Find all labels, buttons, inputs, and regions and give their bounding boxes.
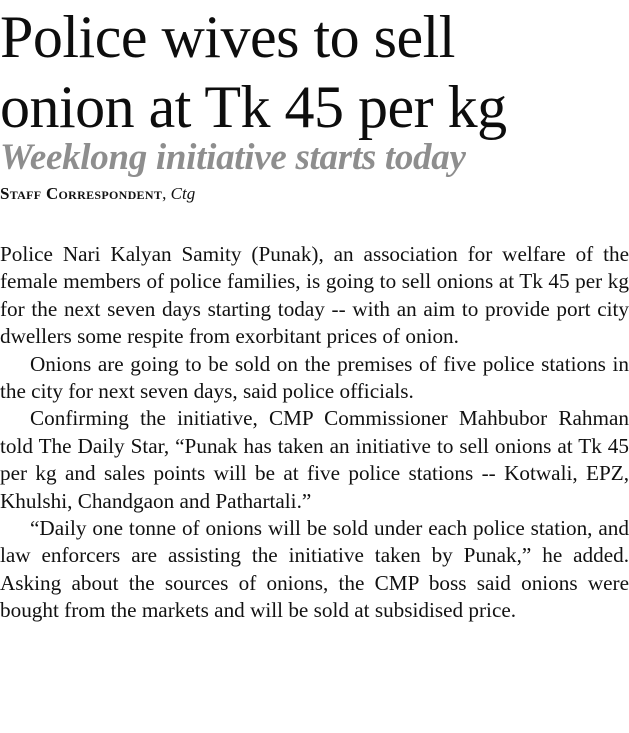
body-paragraph-4: “Daily one tonne of onions will be sold under each police station, and law enforcers are assisting the initiative taken by Punak,” he added. Asking about the sources of onions, the CMP boss said onions were bought from the markets and will be sold at subsidised price.: [0, 516, 629, 623]
body-paragraph-2: Onions are going to be sold on the premises of five police stations in the city for next seven days, said police officials.: [0, 351, 629, 404]
byline: [0, 183, 629, 205]
headline-line-1: Police wives to sell: [0, 4, 455, 70]
byline-location: Ctg: [170, 184, 196, 203]
byline-author: Staff Correspondent: [0, 184, 163, 203]
article-body: [0, 241, 629, 625]
body-paragraph-1: Police Nari Kalyan Samity (Punak), an association for welfare of the female members of police families, is going to sell onions at Tk 45 per kg for the next seven days starting today -- with an aim to provide port city dwellers some respite from exorbitant prices of onion.: [0, 242, 629, 349]
headline-line-2: onion at Tk 45 per kg: [0, 74, 507, 140]
body-paragraph-3: Confirming the initiative, CMP Commissioner Mahbubor Rahman told The Daily Star, “Punak has taken an initiative to sell onions at Tk 45 per kg and sales points will be at five police stations -- Kotwali, EPZ, Khulshi, Chandgaon and Pathartali.”: [0, 406, 629, 513]
headline: [0, 2, 629, 142]
subheadline: Weeklong initiative starts today: [0, 137, 466, 178]
byline-separator: ,: [162, 184, 171, 203]
